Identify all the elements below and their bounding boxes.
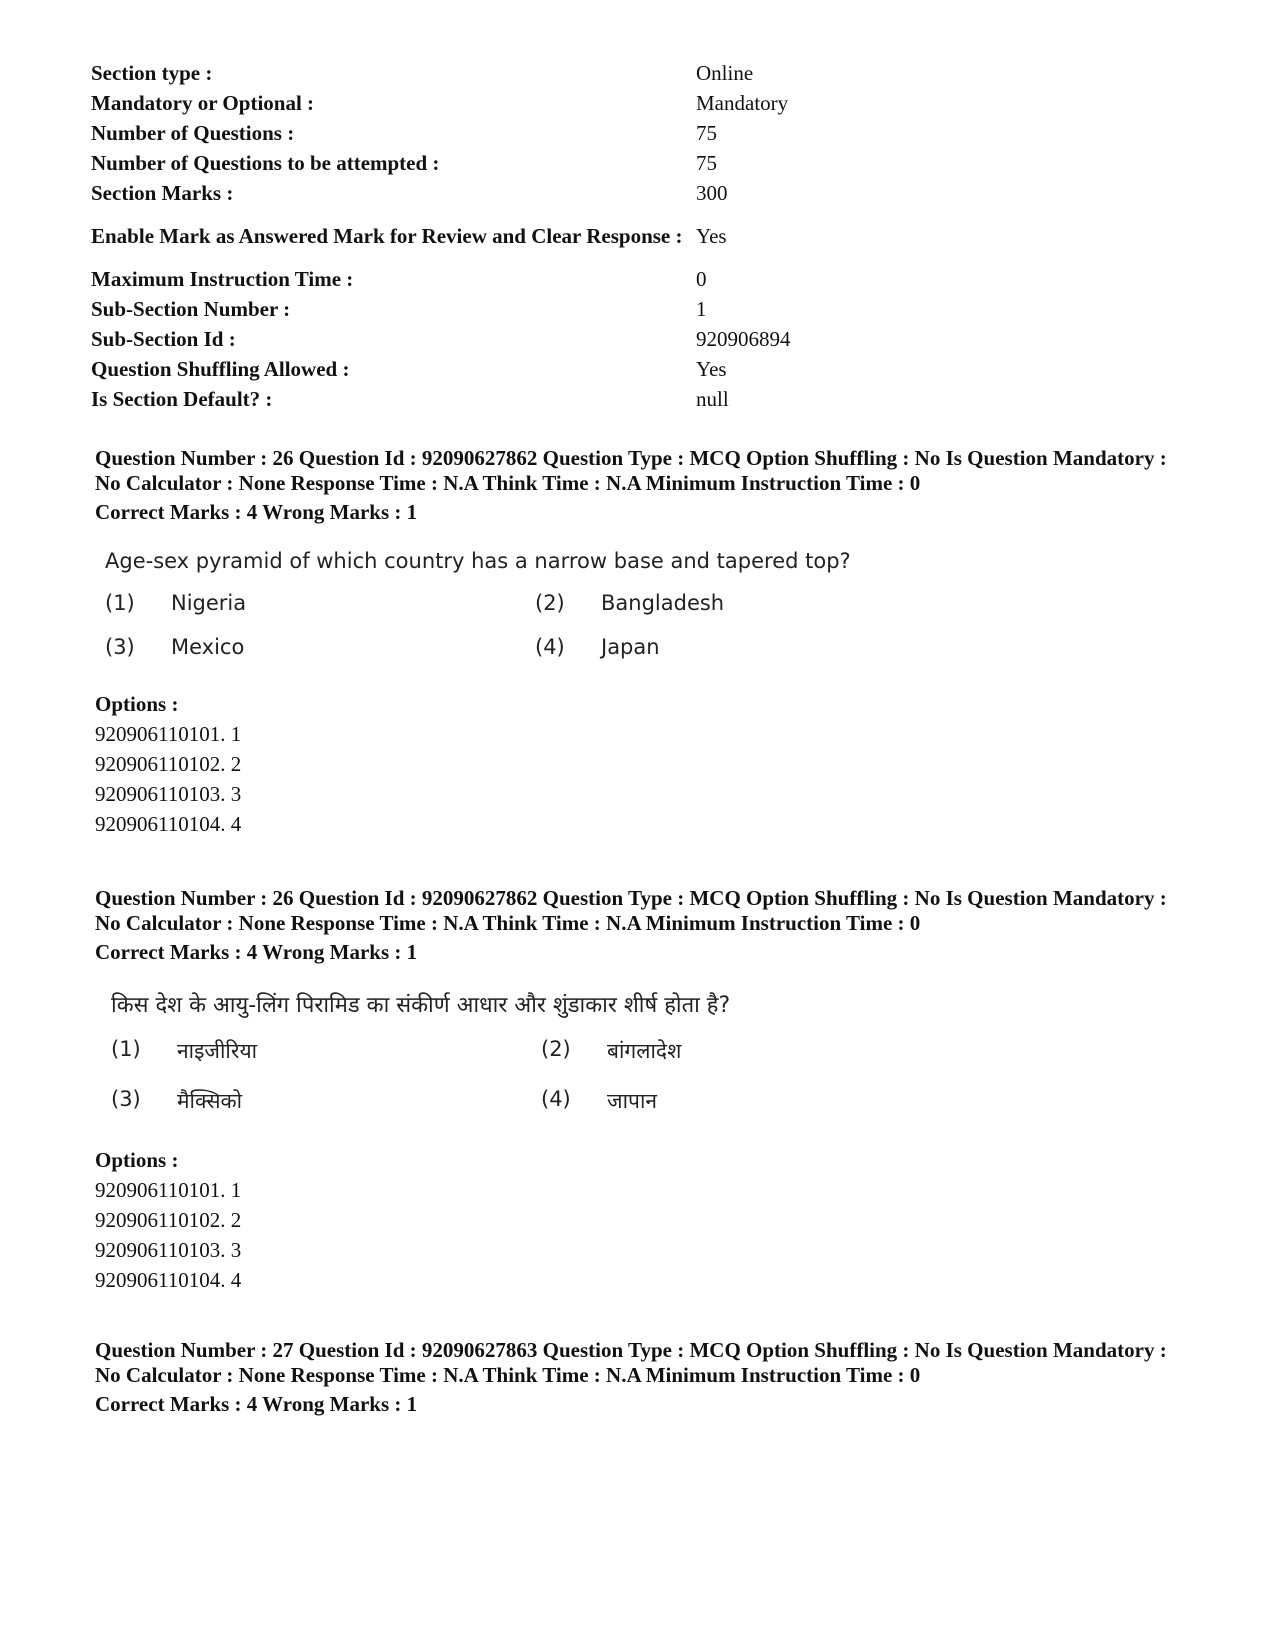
section-row-label: Sub-Section Number : bbox=[91, 297, 291, 321]
section-row-value: 75 bbox=[696, 151, 717, 175]
choice-number: (1) bbox=[111, 1037, 141, 1061]
choice-number: (4) bbox=[535, 635, 565, 659]
section-info-table bbox=[91, 58, 1191, 414]
section-row-value: Online bbox=[696, 61, 754, 85]
choice-item bbox=[111, 1037, 541, 1065]
section-row-label: Mandatory or Optional : bbox=[91, 91, 315, 115]
section-row-label: Sub-Section Id : bbox=[91, 327, 236, 351]
section-row-label: Number of Questions : bbox=[91, 121, 295, 145]
section-row bbox=[91, 208, 1191, 264]
option-id-line: 920906110104. 4 bbox=[95, 812, 242, 836]
option-id-line: 920906110103. 3 bbox=[95, 1238, 242, 1262]
section-row-label: Maximum Instruction Time : bbox=[91, 267, 354, 291]
choice-item bbox=[535, 591, 965, 615]
question-marks: Correct Marks : 4 Wrong Marks : 1 bbox=[95, 1392, 418, 1416]
options-label: Options : bbox=[95, 1148, 179, 1172]
section-row-value: 300 bbox=[696, 181, 728, 205]
question-block bbox=[95, 886, 1195, 1295]
question-header: Question Number : 27 Question Id : 92090627863 Question Type : MCQ Option Shuffling : No Is Question Mandatory : No Calculator : None Response Time : N.A Think Time : N.A Minimum Instruction Time : 0 bbox=[95, 1338, 1167, 1387]
question-marks: Correct Marks : 4 Wrong Marks : 1 bbox=[95, 500, 418, 524]
section-row bbox=[91, 88, 1191, 118]
choice-number: (3) bbox=[105, 635, 135, 659]
section-row-value: 920906894 bbox=[696, 327, 791, 351]
choice-number: (4) bbox=[541, 1087, 571, 1111]
choice-number: (3) bbox=[111, 1087, 141, 1111]
section-row bbox=[91, 118, 1191, 148]
question-block bbox=[95, 1338, 1195, 1417]
section-row bbox=[91, 178, 1191, 208]
option-id-line: 920906110104. 4 bbox=[95, 1268, 242, 1292]
section-row-label: Enable Mark as Answered Mark for Review and Clear Response : bbox=[91, 224, 683, 248]
section-row-value: 75 bbox=[696, 121, 717, 145]
section-row-value: Yes bbox=[696, 224, 727, 248]
option-id-line: 920906110101. 1 bbox=[95, 722, 242, 746]
question-header: Question Number : 26 Question Id : 92090627862 Question Type : MCQ Option Shuffling : No Is Question Mandatory : No Calculator : None Response Time : N.A Think Time : N.A Minimum Instruction Time : 0 bbox=[95, 446, 1167, 495]
question-text: किस देश के आयु-लिंग पिरामिड का संकीर्ण आधार और शुंडाकार शीर्ष होता है? bbox=[111, 993, 731, 1018]
option-id-line: 920906110102. 2 bbox=[95, 752, 242, 776]
choice-label: Nigeria bbox=[171, 591, 247, 615]
section-row bbox=[91, 324, 1191, 354]
section-row-label: Section Marks : bbox=[91, 181, 234, 205]
choice-item bbox=[105, 635, 535, 659]
option-id-line: 920906110102. 2 bbox=[95, 1208, 242, 1232]
choice-label: जापान bbox=[607, 1089, 658, 1113]
section-row bbox=[91, 148, 1191, 178]
choice-grid bbox=[105, 591, 1195, 659]
choice-label: Mexico bbox=[171, 635, 245, 659]
question-text: Age-sex pyramid of which country has a narrow base and tapered top? bbox=[105, 549, 851, 573]
option-id-line: 920906110101. 1 bbox=[95, 1178, 242, 1202]
section-row-value: null bbox=[696, 387, 729, 411]
choice-label: बांगलादेश bbox=[607, 1039, 682, 1063]
choice-number: (1) bbox=[105, 591, 135, 615]
question-marks: Correct Marks : 4 Wrong Marks : 1 bbox=[95, 940, 418, 964]
section-row-value: 1 bbox=[696, 297, 707, 321]
section-row-label: Number of Questions to be attempted : bbox=[91, 151, 440, 175]
section-row-label: Is Section Default? : bbox=[91, 387, 273, 411]
section-row-value: Mandatory bbox=[696, 91, 789, 115]
choice-item bbox=[541, 1087, 971, 1115]
question-header: Question Number : 26 Question Id : 92090627862 Question Type : MCQ Option Shuffling : No Is Question Mandatory : No Calculator : None Response Time : N.A Think Time : N.A Minimum Instruction Time : 0 bbox=[95, 886, 1167, 935]
section-row-value: 0 bbox=[696, 267, 707, 291]
choice-item bbox=[541, 1037, 971, 1065]
section-row bbox=[91, 294, 1191, 324]
choice-number: (2) bbox=[541, 1037, 571, 1061]
section-row bbox=[91, 354, 1191, 384]
choice-label: नाइजीरिया bbox=[177, 1039, 258, 1063]
option-id-line: 920906110103. 3 bbox=[95, 782, 242, 806]
section-row bbox=[91, 58, 1191, 88]
section-row bbox=[91, 384, 1191, 414]
section-row-label: Question Shuffling Allowed : bbox=[91, 357, 350, 381]
choice-number: (2) bbox=[535, 591, 565, 615]
section-row-label: Section type : bbox=[91, 61, 213, 85]
question-block bbox=[95, 446, 1195, 839]
choice-label: Bangladesh bbox=[601, 591, 725, 615]
section-row-value: Yes bbox=[696, 357, 727, 381]
options-label: Options : bbox=[95, 692, 179, 716]
choice-item bbox=[111, 1087, 541, 1115]
choice-label: मैक्सिको bbox=[177, 1089, 243, 1113]
choice-item bbox=[535, 635, 965, 659]
choice-item bbox=[105, 591, 535, 615]
choice-label: Japan bbox=[601, 635, 660, 659]
section-row bbox=[91, 264, 1191, 294]
choice-grid bbox=[111, 1037, 1195, 1115]
